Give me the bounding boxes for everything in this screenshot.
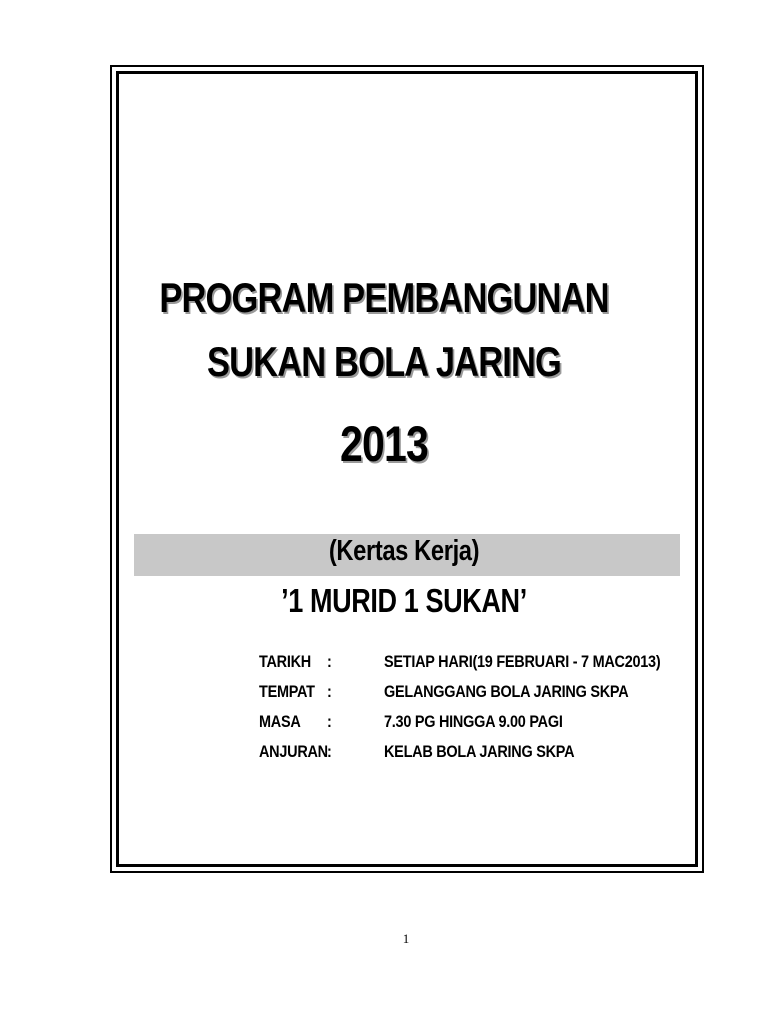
title-line-1: PROGRAM PEMBANGUNAN [159, 274, 609, 321]
detail-value: KELAB BOLA JARING SKPA [384, 742, 575, 761]
detail-label: MASA [259, 712, 301, 731]
title-line-2: SUKAN BOLA JARING [206, 338, 562, 385]
detail-label: TEMPAT [259, 682, 315, 701]
slogan: ’1 MURID 1 SUKAN’ [281, 582, 527, 619]
detail-value: 7.30 PG HINGGA 9.00 PAGI [384, 712, 563, 731]
detail-separator: : [327, 652, 332, 671]
subtitle: (Kertas Kerja) [328, 535, 480, 567]
detail-label: ANJURAN [259, 742, 328, 761]
detail-label: TARIKH [259, 652, 311, 671]
detail-separator: : [327, 682, 332, 701]
page-number: 1 [402, 931, 410, 946]
title-year: 2013 [340, 416, 428, 472]
detail-value: GELANGGANG BOLA JARING SKPA [384, 682, 629, 701]
detail-value: SETIAP HARI(19 FEBRUARI - 7 MAC2013) [384, 652, 661, 671]
detail-separator: : [327, 712, 332, 731]
detail-separator: : [327, 742, 332, 761]
